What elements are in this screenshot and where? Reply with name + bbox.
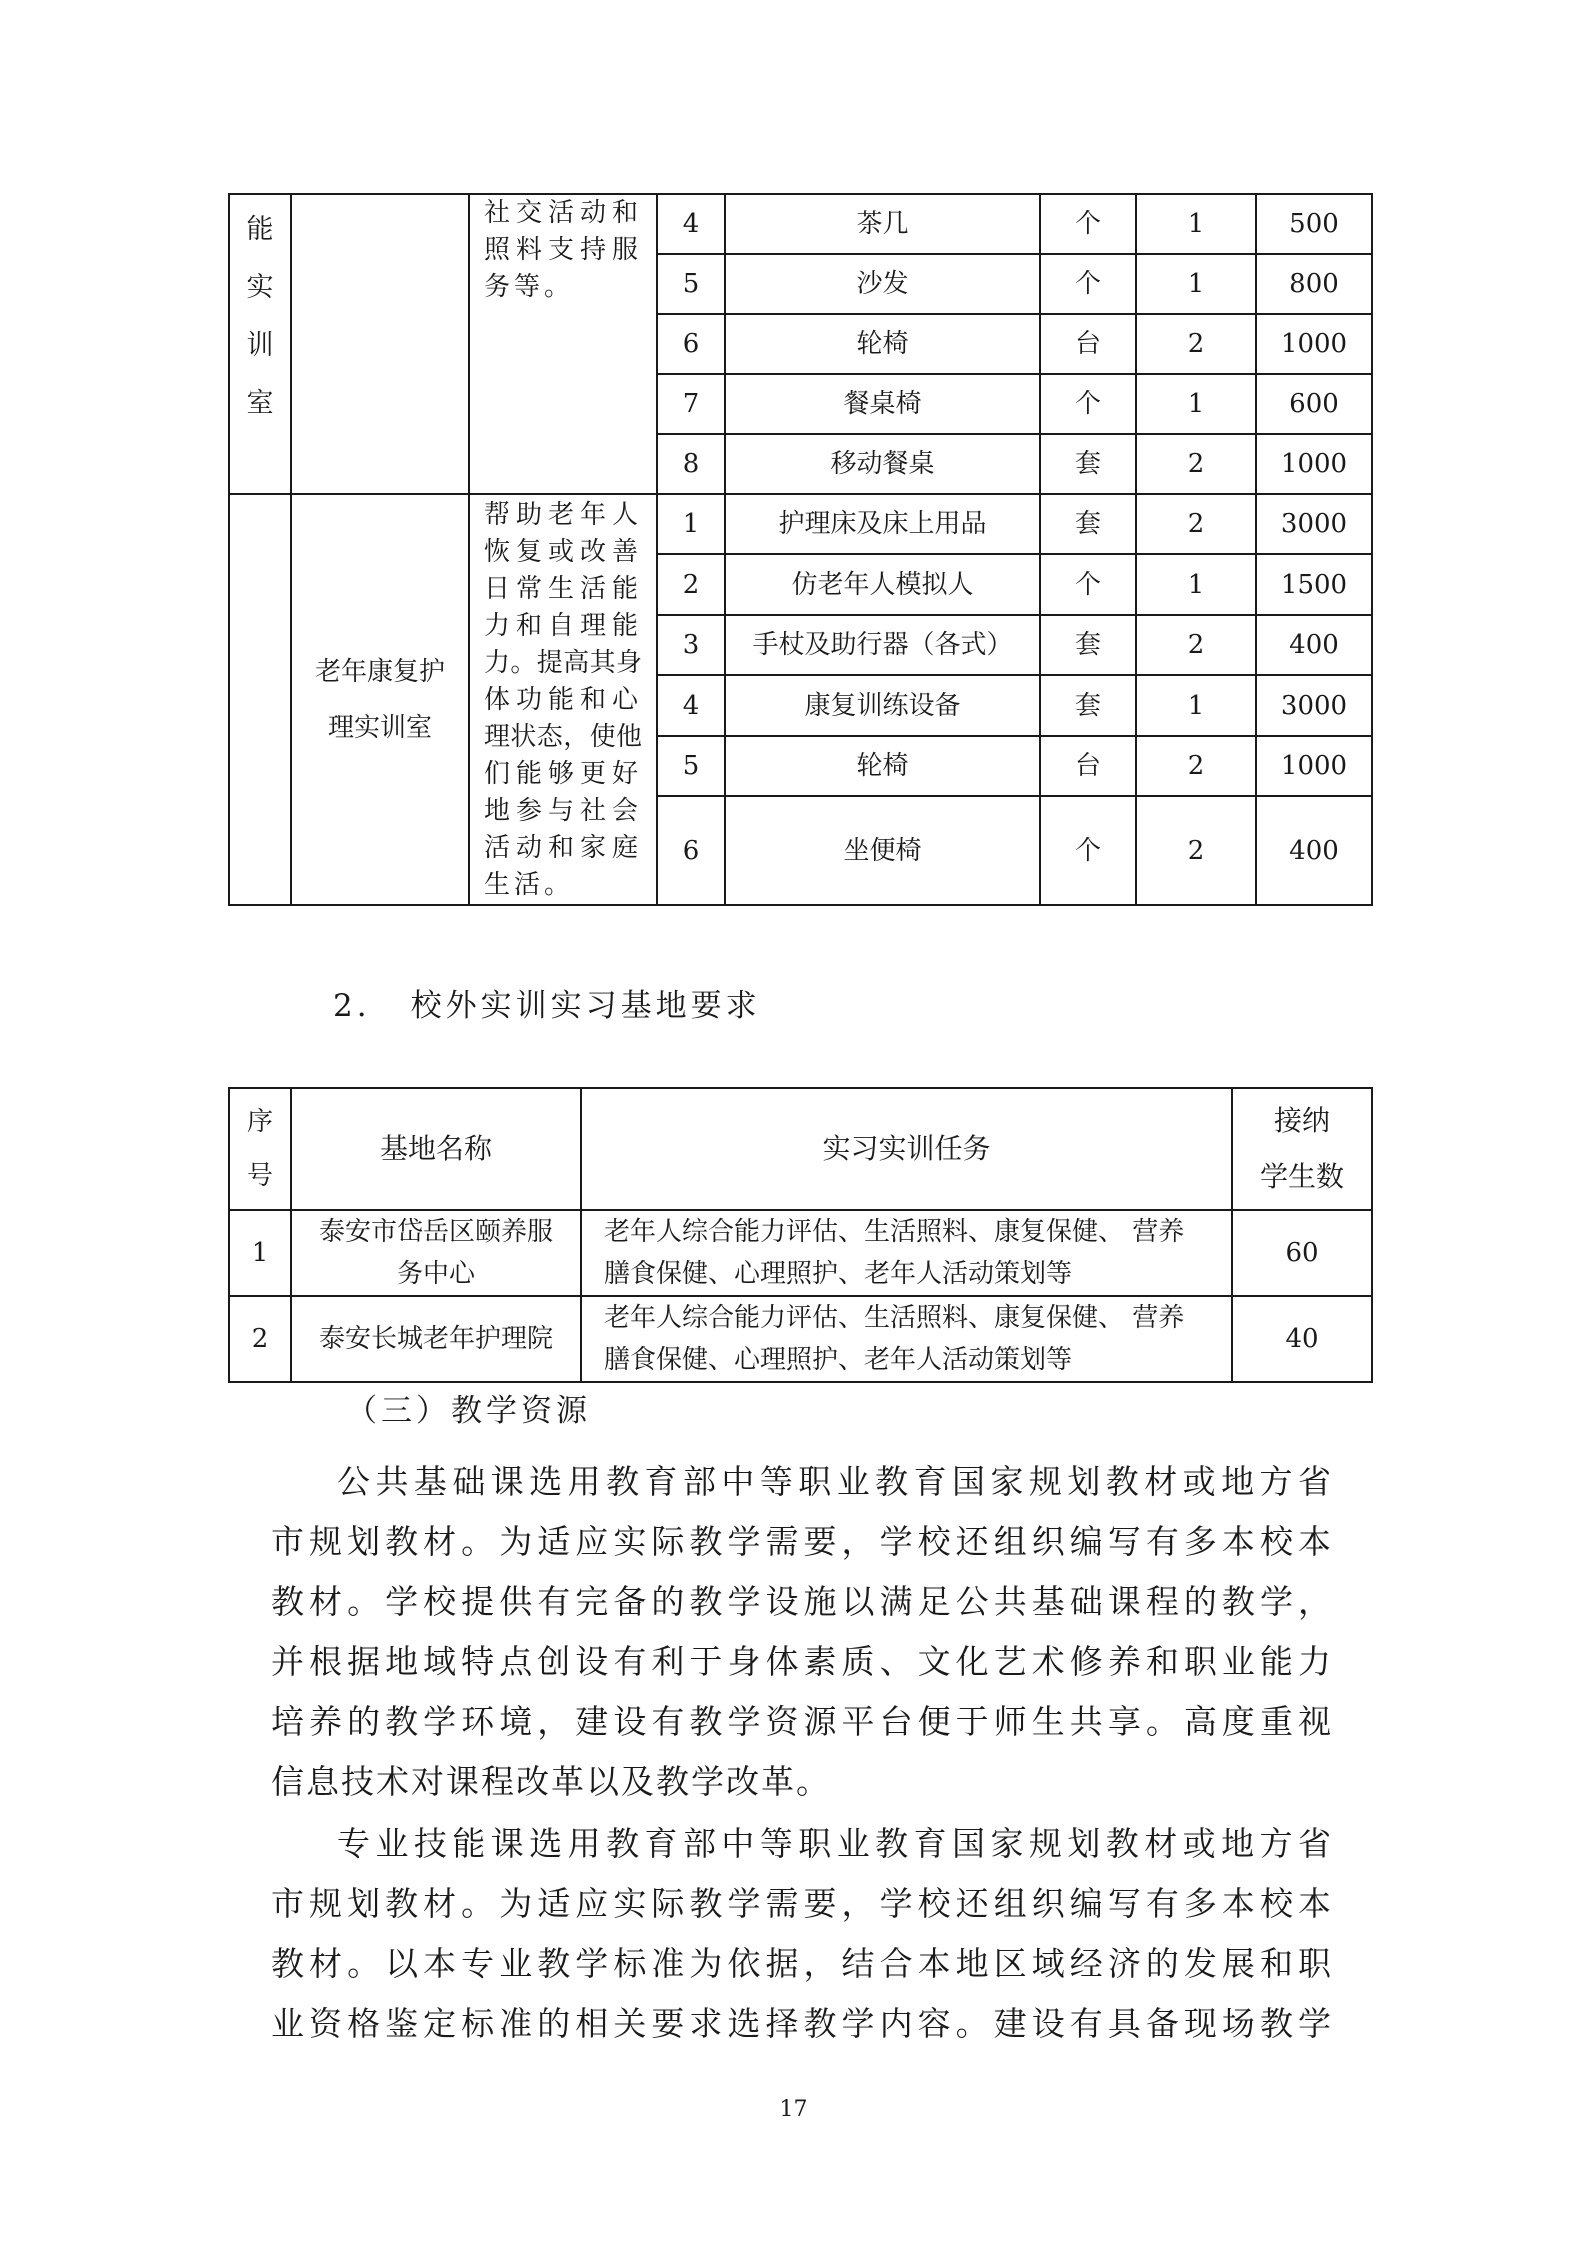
item-qty: 1	[1136, 374, 1256, 434]
row-base-name: 泰安长城老年护理院	[291, 1296, 581, 1382]
item-unit: 个	[1040, 194, 1136, 254]
item-no: 6	[657, 796, 725, 905]
item-no: 2	[657, 554, 725, 614]
item-price: 1000	[1256, 314, 1372, 374]
item-qty: 1	[1136, 194, 1256, 254]
room-purpose-cell: 帮助老年人 恢复或改善 日常生活能 力和自理能 力。提高其身 体功能和心 理状态，使他 们能够更好 地参与社会 活动和家庭 生活。	[469, 494, 657, 905]
training-base-table	[228, 1087, 1373, 1383]
item-qty: 2	[1136, 615, 1256, 675]
item-name: 沙发	[725, 254, 1040, 314]
item-name: 护理床及床上用品	[725, 494, 1040, 554]
section-label-continued	[229, 494, 291, 905]
item-name: 手杖及助行器（各式）	[725, 615, 1040, 675]
item-qty: 2	[1136, 434, 1256, 494]
item-unit: 个	[1040, 554, 1136, 614]
item-name: 轮椅	[725, 314, 1040, 374]
item-no: 4	[657, 675, 725, 735]
item-price: 3000	[1256, 494, 1372, 554]
table-row	[229, 1296, 1372, 1382]
item-no: 5	[657, 254, 725, 314]
item-no: 7	[657, 374, 725, 434]
row-task: 老年人综合能力评估、生活照料、康复保健、 营养 膳食保健、心理照护、老年人活动策划等	[581, 1296, 1232, 1382]
item-qty: 2	[1136, 796, 1256, 905]
row-base-name: 泰安市岱岳区颐养服 务中心	[291, 1210, 581, 1296]
item-unit: 台	[1040, 314, 1136, 374]
section-label: 能 实 训 室	[229, 194, 291, 494]
item-price: 500	[1256, 194, 1372, 254]
item-unit: 个	[1040, 374, 1136, 434]
table-row	[229, 1210, 1372, 1296]
item-price: 400	[1256, 615, 1372, 675]
room-name-cell	[291, 194, 469, 494]
item-qty: 1	[1136, 554, 1256, 614]
item-no: 1	[657, 494, 725, 554]
item-qty: 2	[1136, 314, 1256, 374]
item-name: 康复训练设备	[725, 675, 1040, 735]
item-name: 茶几	[725, 194, 1040, 254]
item-no: 8	[657, 434, 725, 494]
item-name: 坐便椅	[725, 796, 1040, 905]
item-price: 3000	[1256, 675, 1372, 735]
row-no: 2	[229, 1296, 291, 1382]
row-no: 1	[229, 1210, 291, 1296]
section-heading: 2. 校外实训实习基地要求	[333, 988, 761, 1024]
item-name: 移动餐桌	[725, 434, 1040, 494]
equipment-table	[228, 193, 1373, 906]
item-price: 1000	[1256, 434, 1372, 494]
row-task: 老年人综合能力评估、生活照料、康复保健、 营养 膳食保健、心理照护、老年人活动策划等	[581, 1210, 1232, 1296]
item-no: 3	[657, 615, 725, 675]
room-purpose-cell: 社交活动和 照料支持服 务等。	[469, 194, 657, 494]
room-name-cell: 老年康复护 理实训室	[291, 494, 469, 905]
item-unit: 台	[1040, 736, 1136, 796]
item-price: 800	[1256, 254, 1372, 314]
item-name: 仿老年人模拟人	[725, 554, 1040, 614]
item-price: 1000	[1256, 736, 1372, 796]
item-name: 餐桌椅	[725, 374, 1040, 434]
row-student-count: 60	[1232, 1210, 1372, 1296]
item-unit: 个	[1040, 254, 1136, 314]
header-base-name: 基地名称	[291, 1088, 581, 1210]
page-number: 17	[779, 2097, 808, 2122]
item-qty: 1	[1136, 254, 1256, 314]
header-task: 实习实训任务	[581, 1088, 1232, 1210]
item-qty: 1	[1136, 675, 1256, 735]
section-heading-teaching-resources: （三）教学资源	[346, 1393, 591, 1429]
header-student-count: 接纳 学生数	[1232, 1088, 1372, 1210]
item-no: 6	[657, 314, 725, 374]
paragraph-public-courses: 公共基础课选用教育部中等职业教育国家规划教材或地方省 市规划教材。为适应实际教学需要，学校还组织编写有多本校本 教材。学校提供有完备的教学设施以满足公共基础课程的教学， 并根据地域特点创设有利于身体素质、文化艺术修养和职业能力 培养的教学环境，建设有教学资源平台便于师生共享。高度重视 信息技术对课程改革以及教学改革。	[271, 1462, 1333, 1801]
item-unit: 套	[1040, 434, 1136, 494]
item-qty: 2	[1136, 494, 1256, 554]
item-price: 600	[1256, 374, 1372, 434]
item-unit: 个	[1040, 796, 1136, 905]
item-no: 4	[657, 194, 725, 254]
item-qty: 2	[1136, 736, 1256, 796]
header-no: 序 号	[229, 1088, 291, 1210]
item-price: 400	[1256, 796, 1372, 905]
item-unit: 套	[1040, 494, 1136, 554]
item-name: 轮椅	[725, 736, 1040, 796]
item-price: 1500	[1256, 554, 1372, 614]
paragraph-professional-courses: 专业技能课选用教育部中等职业教育国家规划教材或地方省 市规划教材。为适应实际教学需要，学校还组织编写有多本校本 教材。以本专业教学标准为依据，结合本地区域经济的发展和职 业资格鉴定标准的相关要求选择教学内容。建设有具备现场教学	[271, 1824, 1333, 2043]
row-student-count: 40	[1232, 1296, 1372, 1382]
item-unit: 套	[1040, 615, 1136, 675]
item-no: 5	[657, 736, 725, 796]
item-unit: 套	[1040, 675, 1136, 735]
